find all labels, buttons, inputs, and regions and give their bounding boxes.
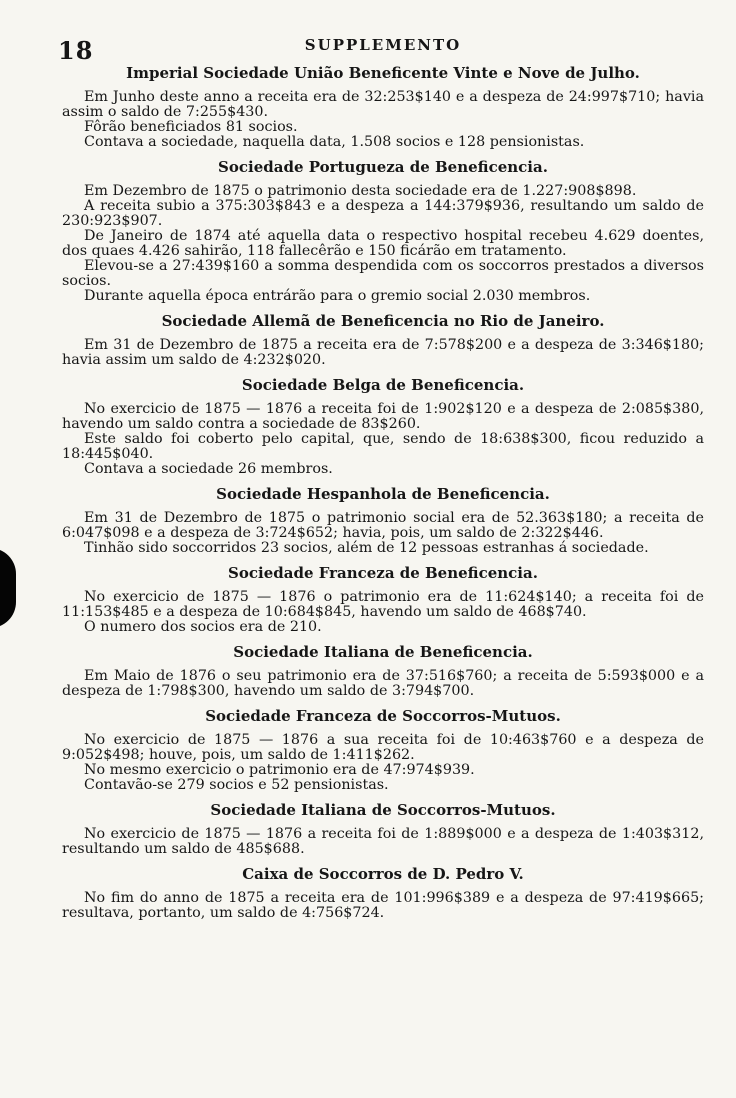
sections-container — [62, 64, 704, 921]
section — [62, 643, 704, 699]
section — [62, 64, 704, 150]
page-number: 18 — [58, 36, 94, 65]
section-heading: Sociedade Italiana de Soccorros-Mutuos. — [210, 801, 556, 819]
paragraph: O numero dos socios era de 210. — [84, 619, 322, 635]
section-heading: Sociedade Italiana de Beneficencia. — [233, 643, 533, 661]
paragraph: Elevou-se a 27:439$160 a somma despendida com os soccorros prestados a diversos socios. — [62, 258, 704, 289]
paragraph: No exercicio de 1875 — 1876 a receita foi de 1:889$000 e a despeza de 1:403$312, resultando um saldo de 485$688. — [62, 826, 704, 857]
paragraph: Em 31 de Dezembro de 1875 a receita era de 7:578$200 e a despeza de 3:346$180; havia assim um saldo de 4:232$020. — [62, 337, 704, 368]
paragraph: Este saldo foi coberto pelo capital, que, sendo de 18:638$300, ficou reduzido a 18:445$040. — [62, 431, 704, 462]
binding-hole-mark — [0, 548, 16, 628]
section — [62, 564, 704, 635]
paragraph: Contava a sociedade, naquella data, 1.508 socios e 128 pensionistas. — [84, 134, 585, 150]
paragraph: No exercicio de 1875 — 1876 a sua receita foi de 10:463$760 e a despeza de 9:052$498; houve, pois, um saldo de 1:411$262. — [62, 732, 704, 763]
paragraph: Tinhão sido soccorridos 23 socios, além de 12 pessoas estranhas á sociedade. — [84, 540, 649, 556]
section — [62, 707, 704, 793]
section-heading: Sociedade Belga de Beneficencia. — [241, 376, 525, 394]
paragraph: Em 31 de Dezembro de 1875 o patrimonio social era de 52.363$180; a receita de 6:047$098 e a despeza de 3:724$652; havia, pois, um saldo de 2:322$446. — [62, 510, 704, 541]
section-heading: Sociedade Allemã de Beneficencia no Rio de Janeiro. — [161, 312, 605, 330]
paragraph: Fôrão beneficiados 81 socios. — [84, 119, 298, 135]
section-heading: Sociedade Hespanhola de Beneficencia. — [216, 485, 550, 503]
section — [62, 312, 704, 368]
section-heading: Sociedade Portugueza de Beneficencia. — [218, 158, 548, 176]
paragraph: Em Maio de 1876 o seu patrimonio era de 37:516$760; a receita de 5:593$000 e a despeza de 1:798$300, havendo um saldo de 3:794$700. — [62, 668, 704, 699]
section — [62, 376, 704, 477]
paragraph: De Janeiro de 1874 até aquella data o respectivo hospital recebeu 4.629 doentes, dos quaes 4.426 sahirão, 118 fallecêrão e 150 ficárão em tratamento. — [62, 228, 704, 259]
paragraph: Em Dezembro de 1875 o patrimonio desta sociedade era de 1.227:908$898. — [84, 183, 637, 199]
section — [62, 865, 704, 921]
section-heading: Sociedade Franceza de Soccorros-Mutuos. — [205, 707, 561, 725]
paragraph: A receita subio a 375:303$843 e a despeza a 144:379$936, resultando um saldo de 230:923$907. — [62, 198, 704, 229]
section-heading: Imperial Sociedade União Beneficente Vinte e Nove de Julho. — [126, 64, 640, 82]
section — [62, 801, 704, 857]
paragraph: Contavão-se 279 socios e 52 pensionistas. — [84, 777, 389, 793]
section-heading: Caixa de Soccorros de D. Pedro V. — [242, 865, 524, 883]
paragraph: No mesmo exercicio o patrimonio era de 47:974$939. — [84, 762, 475, 778]
paragraph: Em Junho deste anno a receita era de 32:253$140 e a despeza de 24:997$710; havia assim o saldo de 7:255$430. — [62, 89, 704, 120]
paragraph: No fim do anno de 1875 a receita era de 101:996$389 e a despeza de 97:419$665; resultava, portanto, um saldo de 4:756$724. — [62, 890, 704, 921]
paragraph: Contava a sociedade 26 membros. — [84, 461, 333, 477]
paragraph: Durante aquella época entrárão para o gremio social 2.030 membros. — [84, 288, 591, 304]
document-page — [58, 30, 704, 1080]
paragraph: No exercicio de 1875 — 1876 o patrimonio era de 11:624$140; a receita foi de 11:153$485 e a despeza de 10:684$845, havendo um saldo de 468$740. — [62, 589, 704, 620]
paragraph: No exercicio de 1875 — 1876 a receita foi de 1:902$120 e a despeza de 2:085$380, havendo um saldo contra a sociedade de 83$260. — [62, 401, 704, 432]
running-head: SUPPLEMENTO — [304, 36, 462, 54]
section — [62, 485, 704, 556]
section — [62, 158, 704, 304]
section-heading: Sociedade Franceza de Beneficencia. — [228, 564, 538, 582]
